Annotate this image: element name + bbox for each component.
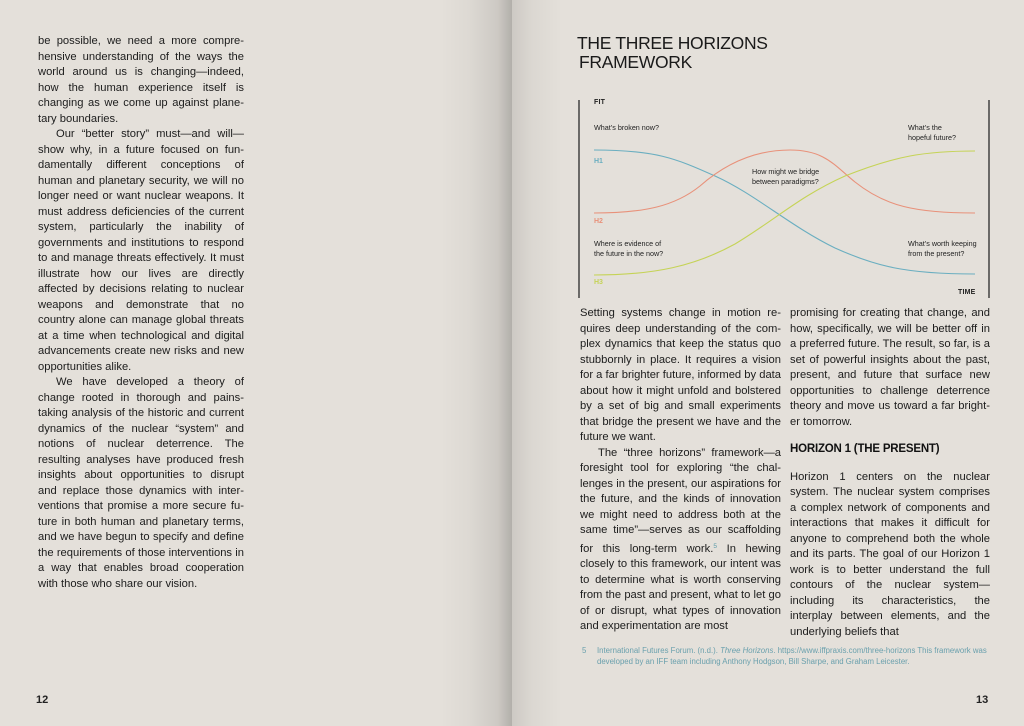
footnote-link-and-note[interactable]: . https://www.iffpraxis.com/three-horizons This framework was developed by an IFF team including Anthony Hodgson, Bill Sharpe, and Graham Leicester. [597,646,987,666]
footnote-number: 5 [582,646,587,655]
paragraph: We have developed a theory of change rooted in thorough and painstaking analysis of the historic and current dynamics of the nuclear “system” and notions of nuclear deterrence. The resulting analyses have produced fresh insights about opportunities to disrupt and replace those dynamics with interventions that promise a more secure future in both human and planetary terms, and we have begun to specify and define the requirements of those interventions in a way that enables broad cooperation with those who share our vision. [38,376,244,590]
paragraph: Horizon 1 centers on the nuclear system. The nuclear system comprises a complex network of components and interactions that makes it difficult for anyone to comprehend both the whole and its parts. The goal of our Horizon 1 work is to better understand the full contours of the nuclear system—including its characteristics, the interplay between elements, and the underlying beliefs that [790,470,990,638]
h3-label: H3 [594,279,603,286]
footnote-title: Three Horizons [720,646,774,655]
page-number-right: 13 [976,694,989,706]
footnote-text [597,645,987,667]
footnote-marker[interactable]: 5 [713,542,717,550]
right-column-1 [580,306,781,635]
paragraph: Our “better story” must—and will—show why, in a future focused on fundamentally different conceptions of human and planetary security, we will no longer need or want nuclear weapons. It must address deficiencies of the current system, particularly the inability of governments and institutions to respond to and manage threats effectively. It must illustrate how our lives are directly affected by decisions relating to nuclear weapons and demonstrate that no country alone can manage global threats at a time when technological and digital advancements create new risks and new opportunities alike. [38,128,244,373]
footnote-citation: International Futures Forum. (n.d.). [597,646,721,655]
annotation-worth-keeping [908,239,977,258]
annotation-line: What’s worth keeping [908,239,977,248]
h2-label: H2 [594,218,603,225]
paragraph [580,446,781,635]
annotation-evidence [594,239,663,258]
paragraph: be possible, we need a more comprehensive understanding of the ways the world around us is changing—indeed, how the human experience itself is changing as we come up against planetary boundaries. [38,35,244,125]
annotation-line: How might we bridge [752,167,820,176]
paragraph-text: In hewing closely to this framework, our intent was to determine what is worth conserving from the past and present, what to let go of or disrupt, what types of innovation and experimentation are most [580,542,781,632]
h1-label: H1 [594,158,603,165]
annotation-line: the future in the now? [594,248,664,258]
right-column-2 [790,306,990,640]
page-title [577,34,768,72]
left-column-text [38,34,244,592]
title-line-2: FRAMEWORK [579,52,692,72]
annotation-broken-now: What’s broken now? [594,123,659,132]
annotation-line: from the present? [908,248,965,258]
page-number-left: 12 [36,694,49,706]
three-horizons-chart [575,96,995,301]
annotation-hopeful-future [908,123,956,142]
annotation-line: between paradigms? [752,176,819,186]
paragraph: Setting systems change in motion requires deep understanding of the complex dynamics that keep the status quo stubbornly in place. It requires a vision for a far brighter future, informed by data about how it might unfold and bolstered by a set of big and small experiments that bridge the present we have and the future we want. [580,307,781,443]
x-axis-label: TIME [958,289,976,296]
annotation-line: What’s the [908,123,942,132]
annotation-line: hopeful future? [908,132,956,142]
annotation-bridge [752,167,819,186]
paragraph-text: The “three horizons” framework—a foresight tool for exploring “the challenges in the present, our aspirations for the future, and the kinds of innovation we might need to address both at the same time”—serves as our scaffolding for this long-term work. [580,446,781,555]
title-line-1: THE THREE HORIZONS [577,33,768,53]
annotation-line: Where is evidence of [594,239,662,248]
y-axis-label: FIT [594,99,606,106]
paragraph: promising for creating that change, and how, specifically, we will be better off in a preferred future. The result, so far, is a set of powerful insights about the past, present, and future that surface new opportunities to challenge deterrence theory and move us toward a far brighter tomorrow. [790,307,990,428]
section-heading: HORIZON 1 (THE PRESENT) [790,443,940,455]
